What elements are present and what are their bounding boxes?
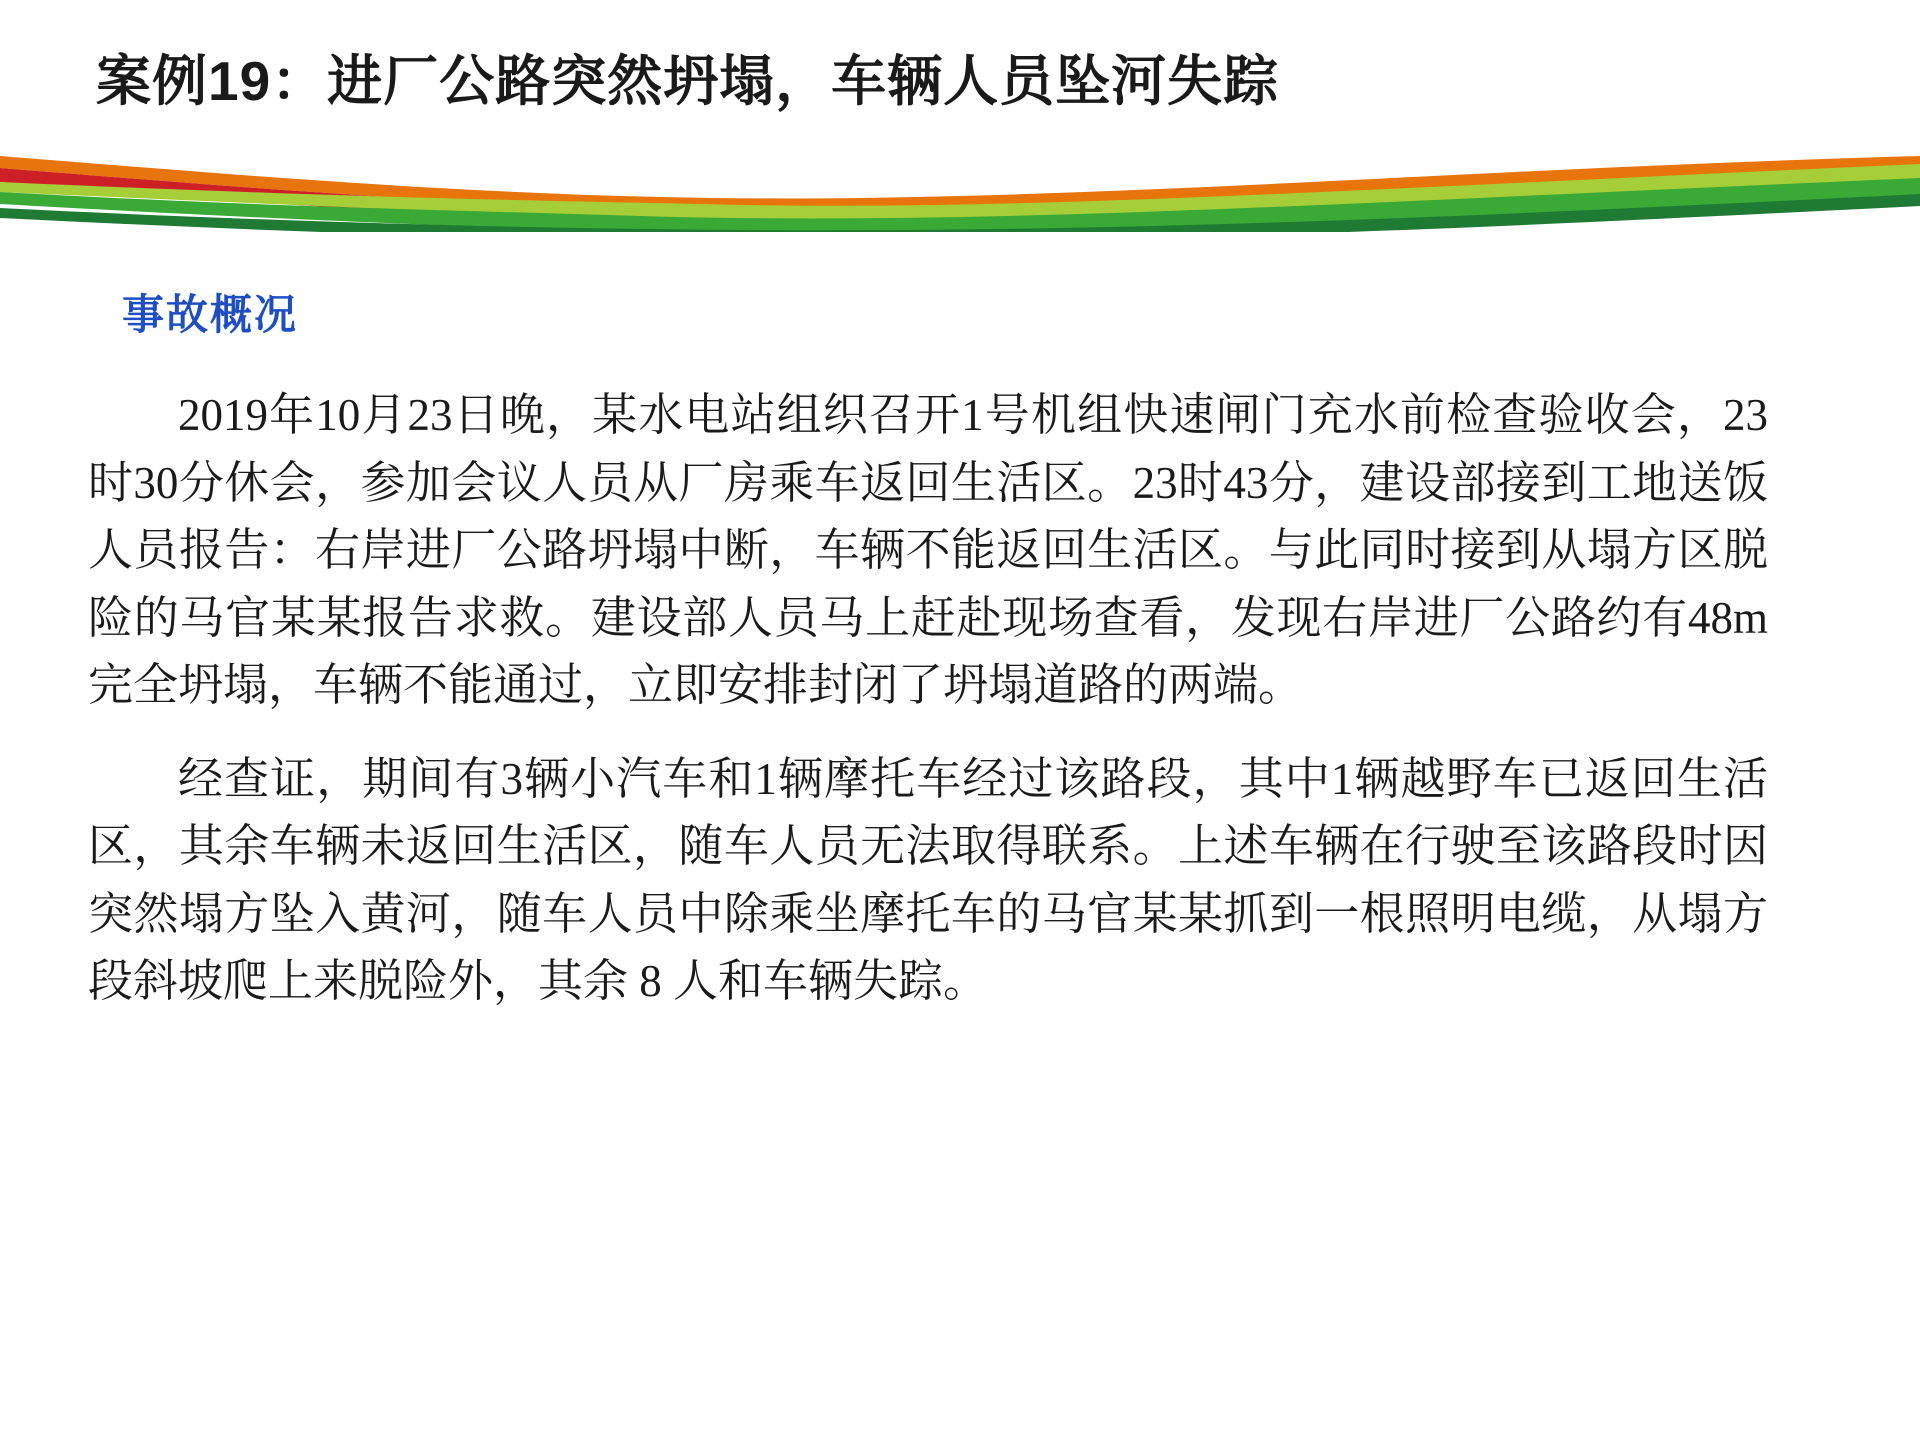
decorative-wave-band <box>0 152 1920 232</box>
body-content <box>88 382 1768 1042</box>
paragraph: 2019年10月23日晚，某水电站组织召开1号机组快速闸门充水前检查验收会，23时30分休会，参加会议人员从厂房乘车返回生活区。23时43分，建设部接到工地送饭人员报告：右岸进厂公路坍塌中断，车辆不能返回生活区。与此同时接到从塌方区脱险的马官某某报告求救。建设部人员马上赶赴现场查看，发现右岸进厂公路约有48m完全坍塌，车辆不能通过，立即安排封闭了坍塌道路的两端。 <box>88 390 1768 710</box>
section-heading: 事故概况 <box>122 291 299 338</box>
wave-graphic <box>0 152 1920 232</box>
page-title: 案例19：进厂公路突然坍塌，车辆人员坠河失踪 <box>96 50 1280 112</box>
paragraph: 经查证，期间有3辆小汽车和1辆摩托车经过该路段，其中1辆越野车已返回生活区，其余车辆未返回生活区，随车人员无法取得联系。上述车辆在行驶至该路段时因突然塌方坠入黄河，随车人员中除乘坐摩托车的马官某某抓到一根照明电缆，从塌方段斜坡爬上来脱险外，其余 8 人和车辆失踪。 <box>88 753 1768 1006</box>
